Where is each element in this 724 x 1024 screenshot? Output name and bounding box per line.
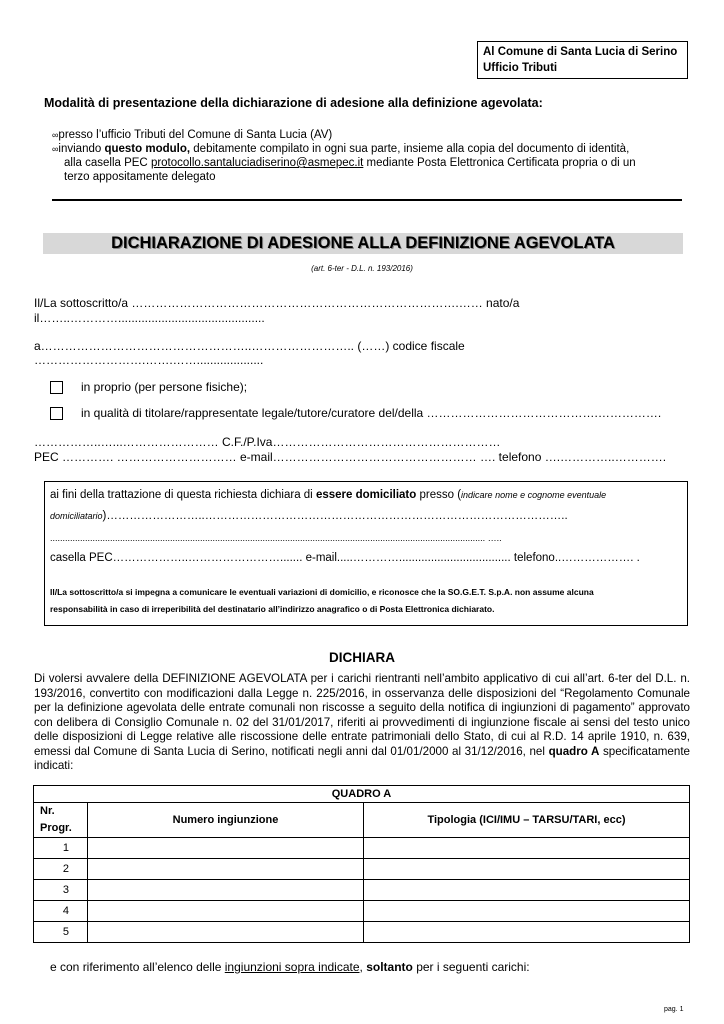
form-line-fiscal-code[interactable]: ……………………….…….…….................... bbox=[34, 353, 264, 367]
recipient-box bbox=[477, 41, 688, 79]
modalita-item-1: ∞presso l’ufficio Tributi del Comune di Santa Lucia (AV) bbox=[52, 129, 333, 141]
form-line-birthplace[interactable]: a……………………………………………..…………………….. (……) codice fiscale bbox=[34, 339, 465, 353]
row-number: 2 bbox=[34, 859, 88, 880]
table-row bbox=[34, 901, 690, 922]
form-line-piva[interactable]: ……………..…...…………………… C.F./P.Iva………………………………………………… bbox=[34, 435, 501, 449]
tipologia-cell[interactable] bbox=[364, 922, 690, 943]
legal-reference: (art. 6-ter - D.L. n. 193/2016) bbox=[311, 264, 413, 273]
domicilio-line-3[interactable]: .............................................................................................................................................................................. ….. bbox=[50, 533, 502, 543]
page-title: DICHIARAZIONE DI ADESIONE ALLA DEFINIZIONE AGEVOLATA bbox=[43, 233, 683, 254]
ingiunzione-cell[interactable] bbox=[88, 901, 364, 922]
recipient-line-1: Al Comune di Santa Lucia di Serino bbox=[483, 46, 678, 58]
domicilio-line-2[interactable]: domiciliatario)……………………..………………………………………………………………………………….. bbox=[50, 510, 568, 522]
dichiara-heading: DICHIARA bbox=[329, 650, 395, 665]
row-number: 3 bbox=[34, 880, 88, 901]
domicilio-notice-1: Il/La sottoscritto/a si impegna a comunicare le eventuali variazioni di domicilio, e riconosce che la SO.G.E.T. S.p.A. non assume alcuna bbox=[50, 587, 594, 597]
footer-sentence: e con riferimento all’elenco delle ingiunzioni sopra indicate, soltanto per i seguenti carichi: bbox=[50, 960, 530, 974]
pec-address-link[interactable]: protocollo.santaluciadiserino@asmepec.it bbox=[150, 157, 364, 169]
checkbox-proprio[interactable] bbox=[50, 381, 63, 394]
ingiunzione-cell[interactable] bbox=[88, 880, 364, 901]
form-line-name[interactable]: Il/La sottoscritto/a ……………………………………………………………………….…… nato/a bbox=[34, 296, 520, 310]
ingiunzione-cell[interactable] bbox=[88, 859, 364, 880]
col-header-tipologia: Tipologia (ICI/IMU – TARSU/TARI, ecc) bbox=[364, 803, 690, 838]
tipologia-cell[interactable] bbox=[364, 901, 690, 922]
domicilio-notice-2: responsabilità in caso di irreperibilità del destinatario all’indirizzo anagrafico o di Posta Elettronica dichiarato. bbox=[50, 604, 495, 614]
modalita-item-2-line-2: alla casella PEC protocollo.santaluciadiserino@asmepec.it mediante Posta Elettronica Certificata propria o di un bbox=[64, 157, 636, 169]
domicilio-line-4[interactable]: casella PEC………………..……………………....... e-mail.....…………................................... telefono..………………. . bbox=[50, 552, 640, 564]
recipient-line-2: Ufficio Tributi bbox=[483, 62, 558, 74]
col-header-ingiunzione: Numero ingiunzione bbox=[88, 803, 364, 838]
table-row bbox=[34, 880, 690, 901]
row-number: 4 bbox=[34, 901, 88, 922]
page-number: pag. 1 bbox=[664, 1006, 684, 1013]
domicilio-line-1: ai fini della trattazione di questa richiesta dichiara di essere domiciliato presso (indicare nome e cognome eventuale bbox=[50, 489, 607, 501]
option-proprio-label: in proprio (per persone fisiche); bbox=[81, 380, 248, 394]
quadro-a-table bbox=[33, 785, 690, 943]
row-number: 1 bbox=[34, 838, 88, 859]
form-line-birthdate[interactable]: il……..…………............................................ bbox=[34, 311, 265, 325]
bullet-icon: ∞ bbox=[52, 144, 59, 154]
row-number: 5 bbox=[34, 922, 88, 943]
table-row bbox=[34, 838, 690, 859]
modalita-item-2-line-3: terzo appositamente delegato bbox=[64, 171, 216, 183]
tipologia-cell[interactable] bbox=[364, 880, 690, 901]
form-line-contacts[interactable]: PEC …………. ………………………… e-mail…………………………………………… …. telefono ….…………..…………. bbox=[34, 450, 667, 464]
table-row bbox=[34, 922, 690, 943]
option-titolare-label: in qualità di titolare/rappresentate legale/tutore/curatore del/della …………………………………….……………. bbox=[81, 406, 662, 420]
col-header-progr: Nr. Progr. bbox=[34, 803, 88, 838]
divider bbox=[52, 199, 682, 201]
modalita-title: Modalità di presentazione della dichiarazione di adesione alla definizione agevolata: bbox=[44, 96, 543, 110]
dichiara-body: Di volersi avvalere della DEFINIZIONE AGEVOLATA per i carichi rientranti nell’ambito applicativo di cui all’art. 6-ter del D.L. n. 193/2016, convertito con modificazioni dalla Legge n. 225/2016, in osservanza delle disposizioni del “Regolamento Comunale per la definizione agevolata delle entrate comunali non riscosse a seguito della notifica di ingiunzioni di pagamento” approvato con delibera di Consiglio Comunale n. 02 del 31/01/2017, riferiti ai provvedimenti di ingiunzione fiscale ai sensi del testo unico delle disposizioni di Legge relative alle riscossione delle entrate patrimoniali dello Stato, di cui al R.D. 14 aprile 1910, n. 639, emessi dal Comune di Santa Lucia di Serino, notificati negli anni dal 01/01/2000 al 31/12/2016, nel quadro A specificatamente indicati: bbox=[34, 672, 690, 772]
bullet-icon: ∞ bbox=[52, 130, 59, 140]
modalita-item-2: ∞inviando questo modulo, debitamente compilato in ogni sua parte, insieme alla copia del documento di identità, bbox=[52, 143, 630, 155]
ingiunzione-cell[interactable] bbox=[88, 922, 364, 943]
ingiunzione-cell[interactable] bbox=[88, 838, 364, 859]
tipologia-cell[interactable] bbox=[364, 838, 690, 859]
checkbox-titolare[interactable] bbox=[50, 407, 63, 420]
table-row bbox=[34, 859, 690, 880]
tipologia-cell[interactable] bbox=[364, 859, 690, 880]
quadro-a-title: QUADRO A bbox=[34, 786, 690, 803]
